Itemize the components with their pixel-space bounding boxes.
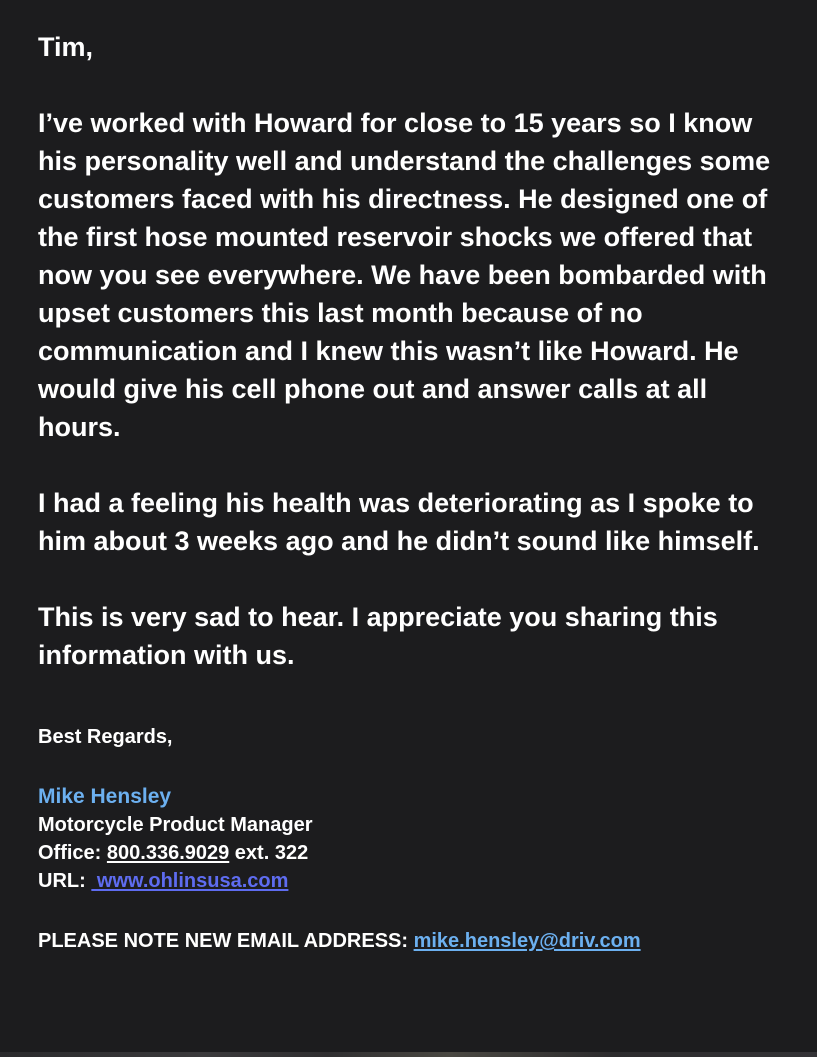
signature-title: Motorcycle Product Manager (38, 814, 313, 836)
email-body (38, 28, 783, 955)
signature-office-line (38, 839, 783, 867)
email-address-link[interactable]: mike.hensley@driv.com (413, 930, 641, 952)
signature-office-label: Office: (38, 842, 107, 864)
email-closing: Best Regards, (38, 726, 173, 748)
attachment-image-edge (0, 1052, 817, 1057)
email-paragraph-2: I had a feeling his health was deteriorating as I spoke to him about 3 weeks ago and he didn’t sound like himself. (38, 488, 760, 556)
email-greeting: Tim, (38, 32, 94, 62)
signature-url-label: URL: (38, 870, 92, 892)
email-note-line (38, 927, 783, 955)
email-paragraph-1: I’ve worked with Howard for close to 15 years so I know his personality well and understand the challenges some customers faced with his directness. He designed one of the first hose mounted reservoir shocks we offered that now you see everywhere. We have been bombarded with upset customers this last month because of no communication and I knew this wasn’t like Howard. He would give his cell phone out and answer calls at all hours. (38, 108, 771, 442)
signature-name: Mike Hensley (38, 785, 172, 808)
email-note-label: PLEASE NOTE NEW EMAIL ADDRESS: (38, 930, 414, 952)
email-paragraph-3: This is very sad to hear. I appreciate you sharing this information with us. (38, 602, 718, 670)
signature-url-link[interactable]: www.ohlinsusa.com (91, 870, 289, 892)
signature-phone-ext: ext. 322 (229, 842, 309, 864)
signature-phone-link[interactable]: 800.336.9029 (106, 842, 230, 864)
email-signature (38, 783, 783, 895)
signature-url-line (38, 867, 783, 895)
